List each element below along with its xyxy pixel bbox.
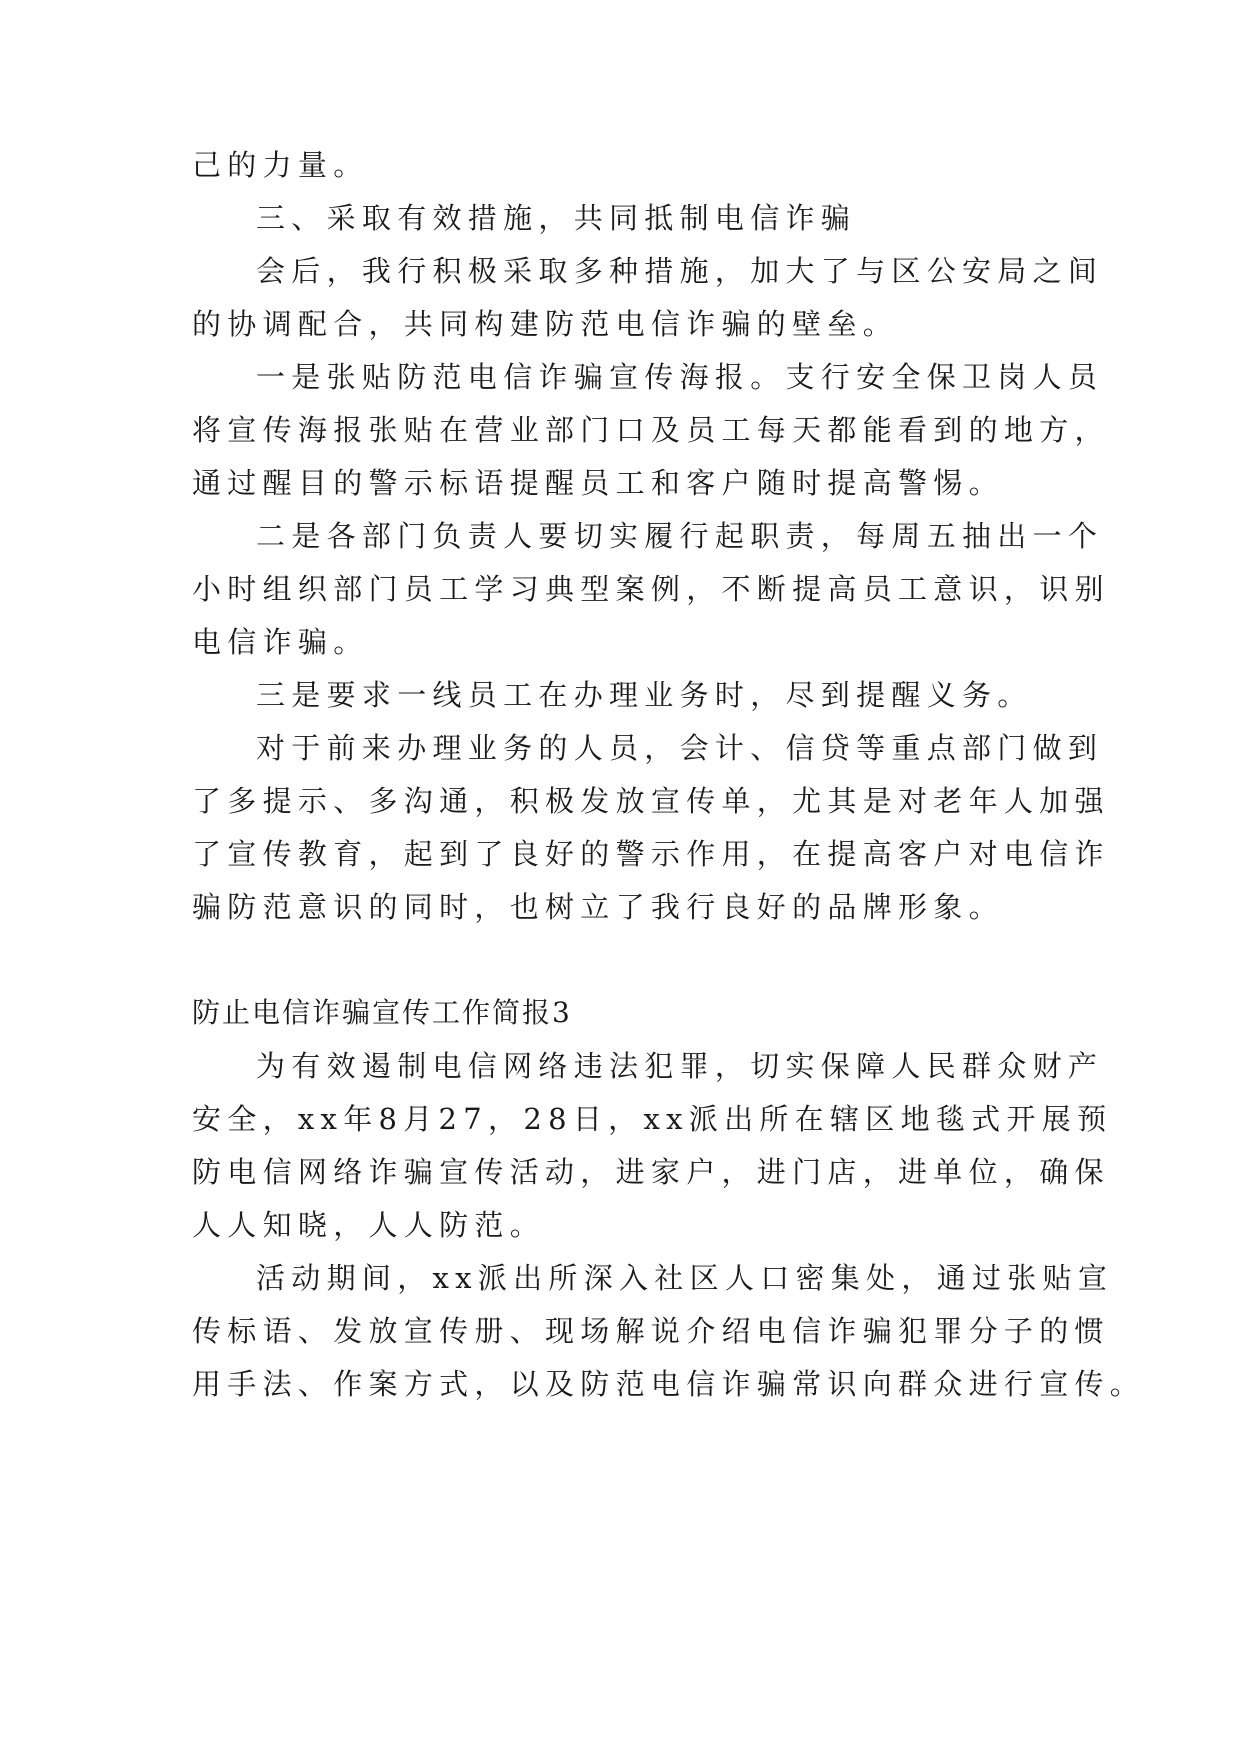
paragraph-line: 人人知晓，人人防范。 (192, 1208, 546, 1242)
paragraph-line: 小时组织部门员工学习典型案例，不断提高员工意识，识别 (192, 572, 1110, 606)
paragraph-line: 用手法、作案方式，以及防范电信诈骗常识向群众进行宣传。 (192, 1367, 1146, 1401)
paragraph-line: 了宣传教育，起到了良好的警示作用，在提高客户对电信诈 (192, 837, 1110, 871)
paragraph-line: 了多提示、多沟通，积极发放宣传单，尤其是对老年人加强 (192, 784, 1110, 818)
paragraph-line: 一是张贴防范电信诈骗宣传海报。支行安全保卫岗人员 (256, 360, 1104, 394)
paragraph-line: 为有效遏制电信网络违法犯罪，切实保障人民群众财产 (256, 1049, 1104, 1083)
paragraph-line: 安全，xx年8月27，28日，xx派出所在辖区地毯式开展预 (192, 1102, 1113, 1136)
paragraph-line: 二是各部门负责人要切实履行起职责，每周五抽出一个 (256, 519, 1104, 553)
paragraph-line: 骗防范意识的同时，也树立了我行良好的品牌形象。 (192, 890, 1004, 924)
paragraph-line: 的协调配合，共同构建防范电信诈骗的壁垒。 (192, 307, 899, 341)
paragraph-line: 电信诈骗。 (192, 625, 369, 659)
paragraph-line: 防电信网络诈骗宣传活动，进家户，进门店，进单位，确保 (192, 1155, 1110, 1189)
paragraph-line: 通过醒目的警示标语提醒员工和客户随时提高警惕。 (192, 466, 1004, 500)
paragraph-line: 己的力量。 (192, 148, 369, 182)
paragraph-line: 传标语、发放宣传册、现场解说介绍电信诈骗犯罪分子的惯 (192, 1314, 1110, 1348)
section-heading: 三、采取有效措施，共同抵制电信诈骗 (256, 201, 857, 235)
paragraph-line: 将宣传海报张贴在营业部门口及员工每天都能看到的地方， (192, 413, 1110, 447)
paragraph-line: 对于前来办理业务的人员，会计、信贷等重点部门做到 (256, 731, 1104, 765)
paragraph-line: 三是要求一线员工在办理业务时，尽到提醒义务。 (256, 678, 1033, 712)
paragraph-line: 会后，我行积极采取多种措施，加大了与区公安局之间 (256, 254, 1104, 288)
document-title: 防止电信诈骗宣传工作简报3 (192, 996, 572, 1029)
paragraph-line: 活动期间，xx派出所深入社区人口密集处，通过张贴宣 (256, 1261, 1114, 1295)
